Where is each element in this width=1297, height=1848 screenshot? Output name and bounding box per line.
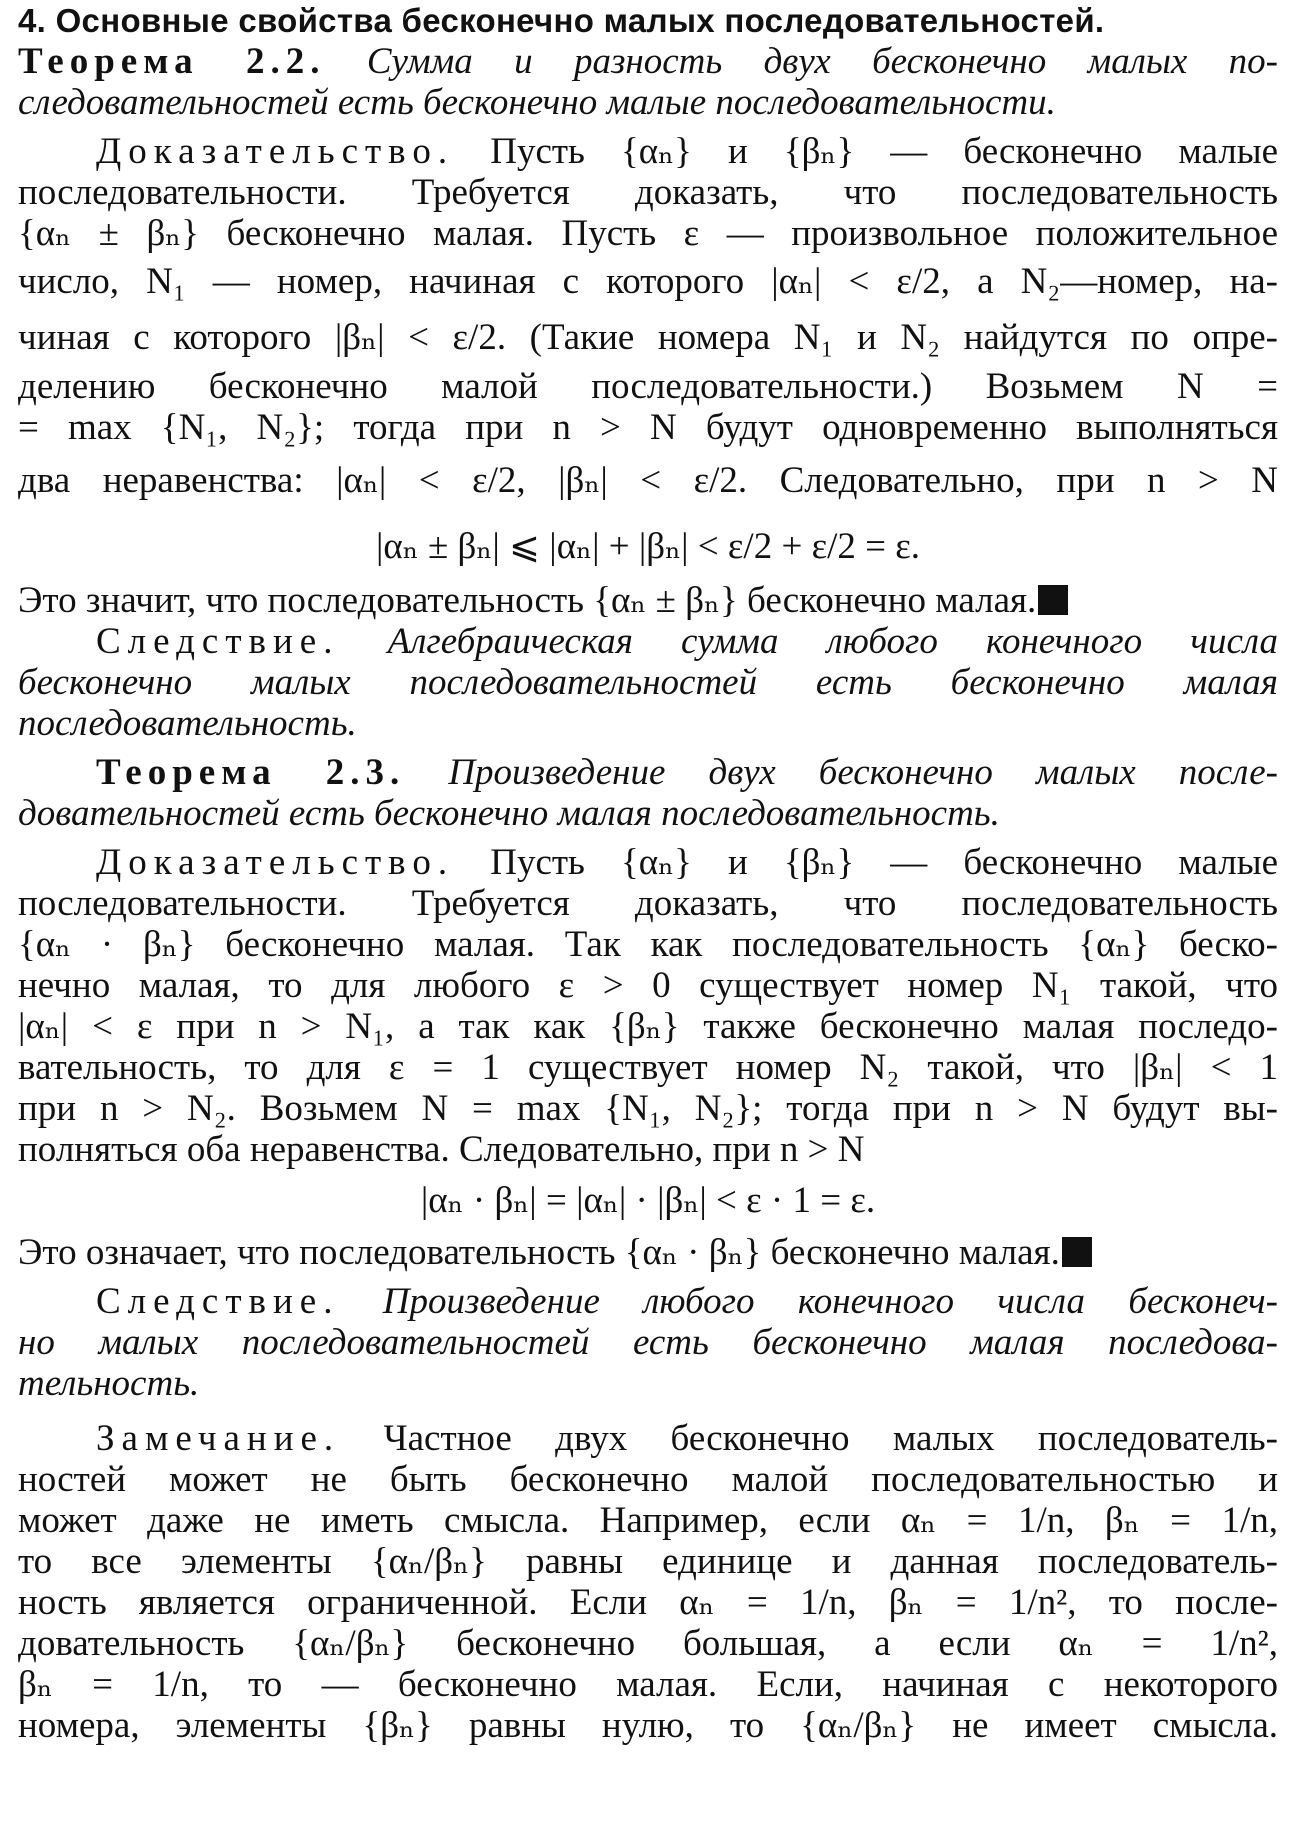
qed-square-icon [1038,585,1068,615]
corollary-2-label: Следствие. [96,1281,340,1322]
theorem-2-2-statement-line: следовательностей есть бесконечно малые последовательности. [18,82,1056,123]
theorem-2-2-label: Теорема 2.2. [18,41,326,82]
proof-2-3-line: {αₙ · βₙ} бесконечно малая. Так как последовательность {αₙ} беско- [18,924,1278,965]
remark-label: Замечание. [96,1418,341,1459]
remark-line: Замечание. Частное двух бесконечно малых последователь- [96,1418,1279,1459]
proof-2-2-line: два неравенства: |αₙ| < ε/2, |βₙ| < ε/2. Следовательно, при n > N [18,460,1278,501]
proof-2-2-line: делению бесконечно малой последовательности.) Возьмем N = [18,366,1278,407]
proof-2-3-formula: |αₙ · βₙ| = |αₙ| · |βₙ| < ε · 1 = ε. [420,1180,876,1221]
proof-2-2-line: = max {N₁, N₂}; тогда при n > N будут одновременно выполняться [18,407,1278,448]
proof-2-3-line: Доказательство. Пусть {αₙ} и {βₙ} — бесконечно малые [96,842,1278,883]
remark-line: может даже не иметь смысла. Например, если αₙ = 1/n, βₙ = 1/n, [18,1500,1278,1541]
corollary-1-label: Следствие. [96,621,340,662]
qed-square-icon [1062,1237,1092,1267]
remark-line: βₙ = 1/n, то — бесконечно малая. Если, начиная с некоторого [18,1664,1278,1705]
proof-2-3-line: нечно малая, то для любого ε > 0 существует номер N₁ такой, что [18,965,1278,1006]
proof-2-2-line: {αₙ ± βₙ} бесконечно малая. Пусть ε — произвольное положительное [18,213,1278,254]
theorem-2-3-label: Теорема 2.3. [96,752,406,793]
corollary-1-line: последовательность. [18,703,357,744]
remark-line: ностей может не быть бесконечно малой последовательностью и [18,1459,1278,1500]
proof-2-3-line: полняться оба неравенства. Следовательно, при n > N [18,1129,865,1170]
corollary-1-line: Следствие. Алгебраическая сумма любого конечного числа [96,621,1278,662]
remark-line: номера, элементы {βₙ} равны нулю, то {αₙ/βₙ} не имеет смысла. [18,1705,1278,1746]
remark-line: довательность {αₙ/βₙ} бесконечно большая, а если αₙ = 1/n², [18,1623,1278,1664]
remark-line: ность является ограниченной. Если αₙ = 1/n, βₙ = 1/n², то после- [18,1582,1278,1623]
proof-2-2-label: Доказательство. [96,131,455,172]
proof-2-2-line: Доказательство. Пусть {αₙ} и {βₙ} — бесконечно малые [96,131,1278,172]
proof-2-3-line: при n > N₂. Возьмем N = max {N₁, N₂}; тогда при n > N будут вы- [18,1088,1278,1129]
theorem-2-2 [18,41,1278,82]
proof-2-3-line: вательность, то для ε = 1 существует номер N₂ такой, что |βₙ| < 1 [18,1047,1278,1088]
corollary-2-line: но малых последовательностей есть бесконечно малая последова- [18,1322,1278,1363]
proof-2-2-line: последовательности. Требуется доказать, что последовательность [18,172,1278,213]
proof-2-2-conclusion: Это значит, что последовательность {αₙ ± βₙ} бесконечно малая. [18,580,1278,621]
proof-2-2-line: чиная с которого |βₙ| < ε/2. (Такие номера N₁ и N₂ найдутся по опре- [18,317,1278,358]
textbook-page [18,0,1278,1746]
proof-2-2-formula: |αₙ ± βₙ| ⩽ |αₙ| + |βₙ| < ε/2 + ε/2 = ε. [375,526,921,567]
theorem-2-3-statement-line: довательностей есть бесконечно малая последовательность. [18,793,1000,834]
proof-2-3-conclusion: Это означает, что последовательность {αₙ · βₙ} бесконечно малая. [18,1232,1278,1273]
proof-2-2-line: число, N₁ — номер, начиная с которого |αₙ| < ε/2, а N₂—номер, на- [18,261,1278,302]
section-title: 4. Основные свойства бесконечно малых последовательностей. [18,2,1105,39]
proof-2-3-label: Доказательство. [96,842,455,883]
theorem-2-2-statement-line: Сумма и разность двух бесконечно малых по- [366,41,1278,82]
proof-2-3-line: последовательности. Требуется доказать, что последовательность [18,883,1278,924]
remark-line: то все элементы {αₙ/βₙ} равны единице и данная последователь- [18,1541,1278,1582]
corollary-2-line: Следствие. Произведение любого конечного числа бесконеч- [96,1281,1278,1322]
proof-2-3-line: |αₙ| < ε при n > N₁, а так как {βₙ} также бесконечно малая последо- [18,1006,1278,1047]
corollary-1-line: бесконечно малых последовательностей есть бесконечно малая [18,662,1278,703]
corollary-2-line: тельность. [18,1363,200,1404]
theorem-2-3: Теорема 2.3. Произведение двух бесконечно малых после- [96,752,1278,793]
